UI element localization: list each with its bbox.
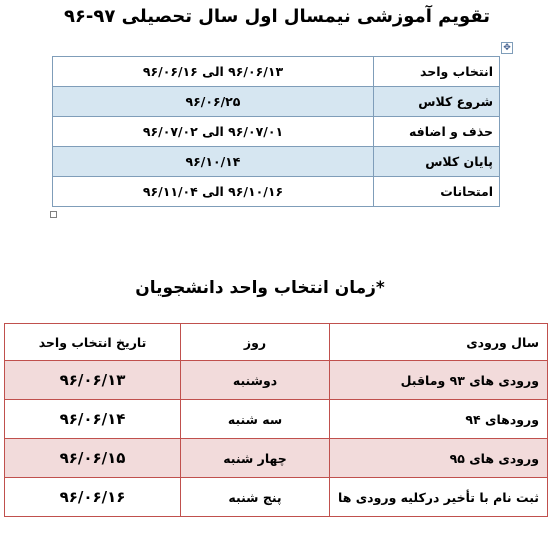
calendar-row-value: ۹۶/۰۷/۰۱ الی ۹۶/۰۷/۰۲ [53,117,374,147]
calendar-row-label: شروع کلاس [374,87,500,117]
calendar-row [53,57,500,87]
date-cell: ۹۶/۰۶/۱۴ [5,400,181,439]
table-resize-handle-icon[interactable] [50,211,57,218]
table-move-handle-icon[interactable]: ✥ [501,42,513,54]
day-cell: چهار شنبه [181,439,330,478]
entry-year-cell: ثبت نام با تأخیر درکلیه ورودی ها [330,478,548,517]
header-day: روز [181,324,330,361]
header-date: تاریخ انتخاب واحد [5,324,181,361]
calendar-title: تقویم آموزشی نیمسال اول سال تحصیلی ۹۷-۹۶ [63,6,491,27]
calendar-row-value: ۹۶/۱۰/۱۶ الی ۹۶/۱۱/۰۴ [53,177,374,207]
calendar-row [53,147,500,177]
date-cell: ۹۶/۰۶/۱۶ [5,478,181,517]
calendar-row-label: پایان کلاس [374,147,500,177]
table-row [5,361,548,400]
entry-year-cell: ورودهای ۹۴ [330,400,548,439]
registration-schedule-table [4,323,548,517]
entry-year-cell: ورودی های ۹۳ وماقبل [330,361,548,400]
day-cell: پنج شنبه [181,478,330,517]
table-row [5,478,548,517]
table-header-row [5,324,548,361]
calendar-row-value: ۹۶/۰۶/۲۵ [53,87,374,117]
date-cell: ۹۶/۰۶/۱۳ [5,361,181,400]
calendar-row-label: حذف و اضافه [374,117,500,147]
calendar-row [53,87,500,117]
registration-title: *زمان انتخاب واحد دانشجویان [135,278,385,298]
day-cell: سه شنبه [181,400,330,439]
academic-calendar-table [52,56,500,207]
calendar-row-label: امتحانات [374,177,500,207]
header-entry-year: سال ورودی [330,324,548,361]
table-row [5,400,548,439]
table-row [5,439,548,478]
calendar-row [53,117,500,147]
day-cell: دوشنبه [181,361,330,400]
calendar-row-value: ۹۶/۱۰/۱۴ [53,147,374,177]
date-cell: ۹۶/۰۶/۱۵ [5,439,181,478]
calendar-row-value: ۹۶/۰۶/۱۳ الی ۹۶/۰۶/۱۶ [53,57,374,87]
calendar-row [53,177,500,207]
calendar-row-label: انتخاب واحد [374,57,500,87]
entry-year-cell: ورودی های ۹۵ [330,439,548,478]
